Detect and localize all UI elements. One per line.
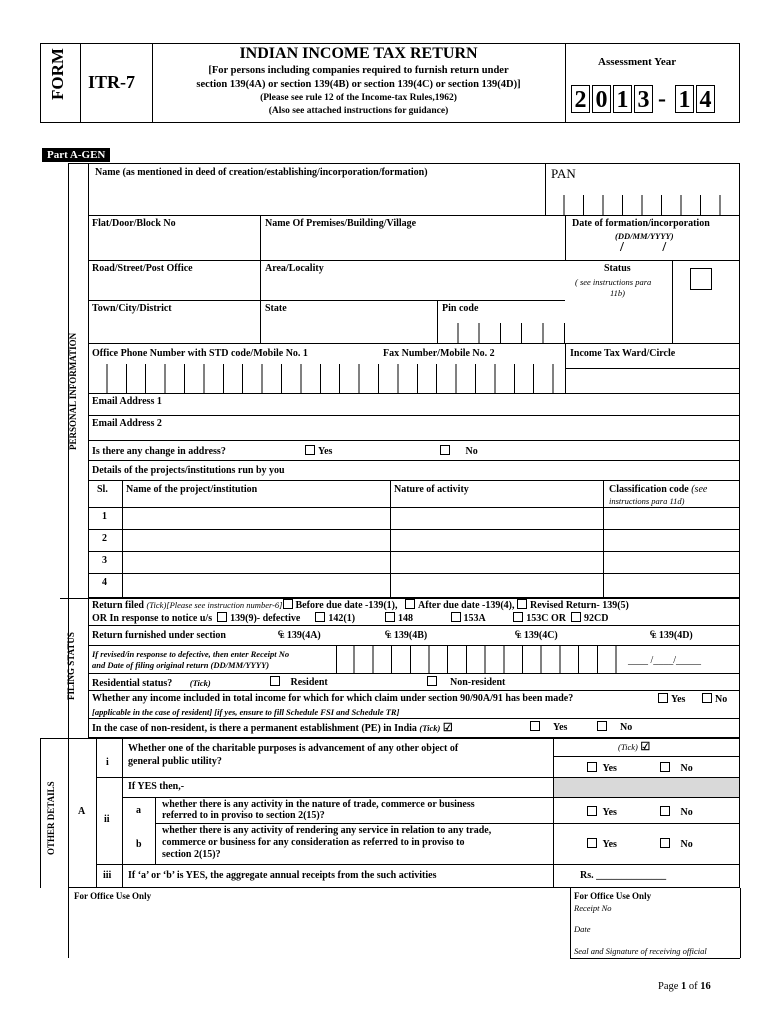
shaded-cell (554, 778, 739, 797)
revised-note-2: and Date of filing original return (DD/MM/YYYY) (92, 660, 270, 670)
page-number: Page 1 of 16 (658, 981, 711, 992)
sub-b-no[interactable]: No (660, 838, 693, 851)
item-i-label: i (106, 757, 109, 768)
pan-label: PAN (551, 166, 576, 181)
col-classification-note: instructions para 11d) (609, 496, 685, 506)
item-i-question-2: general public utility? (128, 756, 222, 767)
form-code: ITR-7 (88, 72, 136, 92)
checkbox-icon (702, 693, 712, 703)
ay-digit: 2 (571, 85, 590, 113)
col-sl: Sl. (97, 484, 108, 495)
form-subtitle-1: [For persons including companies required to furnish return under (208, 65, 509, 76)
form-word: FORM (48, 48, 67, 100)
item-i-question-1: Whether one of the charitable purposes is advancement of any other object of (128, 743, 459, 754)
table-row: 4 (102, 577, 107, 588)
sub-b-question-3: section 2(15)? (162, 849, 221, 860)
state-label: State (265, 303, 287, 314)
item-ii-label: ii (104, 814, 110, 825)
item-iii-question: If ‘a’ or ‘b’ is YES, the aggregate annual receipts from the such activities (128, 870, 437, 881)
checkbox-icon (587, 806, 597, 816)
table-row: 1 (102, 511, 107, 522)
furnished-139-4a[interactable]: ₠ 139(4A) (278, 630, 321, 641)
email2-label: Email Address 2 (92, 418, 162, 429)
status-note-2: 11b) (610, 288, 625, 298)
side-label-personal: PERSONAL INFORMATION (68, 332, 78, 450)
sub-b-yes[interactable]: Yes (587, 838, 617, 851)
checked-box-icon: ☑ (442, 722, 453, 734)
checkbox-icon[interactable] (385, 612, 395, 622)
sub-a-label: a (136, 805, 141, 816)
office-use-left: For Office Use Only (74, 891, 152, 901)
dof-label: Date of formation/incorporation (572, 218, 710, 229)
sub-b-question-1: whether there is any activity of rendering any service in relation to any trade, (162, 825, 492, 836)
income-claim-no[interactable]: No (702, 693, 727, 706)
tick-label: (Tick) ☑ (618, 741, 651, 753)
town-label: Town/City/District (92, 303, 172, 314)
return-filed-row: Return filed (Tick)[Please see instruction number-6] Before due date -139(1), After due date -139(4), Revised Return- 139(5) (92, 600, 629, 611)
col-classification: Classification code (see (609, 484, 708, 495)
if-yes-label: If YES then,- (128, 781, 185, 792)
seal-label: Seal and Signature of receiving official (574, 946, 707, 956)
table-row: 2 (102, 533, 107, 544)
pan-input[interactable] (545, 195, 740, 215)
checked-box-icon: ☑ (640, 741, 651, 753)
checkbox-icon[interactable] (217, 612, 227, 622)
income-claim-question: Whether any income included in total income for which for which claim under section 90/90A/91 has been made? (92, 693, 574, 704)
furnished-139-4d[interactable]: ₠ 139(4D) (650, 630, 693, 641)
checkbox-icon (660, 762, 670, 772)
change-address-question: Is there any change in address? (92, 446, 226, 457)
side-label-other: OTHER DETAILS (46, 781, 56, 855)
notice-row: OR In response to notice u/s 139(9)- defective 142(1) 148 153A 153C OR 92CD (92, 613, 609, 624)
checkbox-icon[interactable] (517, 599, 527, 609)
sub-a-no[interactable]: No (660, 806, 693, 819)
section-a-label: A (78, 806, 86, 817)
sub-b-label: b (136, 839, 142, 850)
item-iii-label: iii (103, 870, 112, 881)
email1-label: Email Address 1 (92, 396, 162, 407)
checkbox-icon (305, 445, 315, 455)
item-i-yes[interactable]: Yes (587, 762, 617, 775)
non-resident-option[interactable]: Non-resident (427, 676, 505, 689)
checkbox-icon (530, 721, 540, 731)
dof-input[interactable]: / / (620, 240, 667, 255)
pe-yes[interactable]: Yes (530, 721, 567, 734)
checkbox-icon (658, 693, 668, 703)
checkbox-icon[interactable] (571, 612, 581, 622)
checkbox-icon (660, 806, 670, 816)
flat-label: Flat/Door/Block No (92, 218, 176, 229)
furnished-139-4b[interactable]: ₠ 139(4B) (385, 630, 428, 641)
sub-a-question-2: referred to in proviso to section 2(15)? (162, 810, 325, 821)
ay-dash: - (658, 86, 666, 112)
checkbox-icon[interactable] (283, 599, 293, 609)
ward-label: Income Tax Ward/Circle (570, 348, 676, 359)
col-project-name: Name of the project/institution (126, 484, 258, 495)
checkbox-icon (270, 676, 280, 686)
pin-label: Pin code (442, 303, 479, 314)
income-claim-yes[interactable]: Yes (658, 693, 685, 706)
form-title: INDIAN INCOME TAX RETURN (239, 45, 478, 62)
income-claim-note: [applicable in the case of resident] [if yes, ensure to fill Schedule FSI and Schedule TR] (92, 707, 400, 717)
phone-label: Office Phone Number with STD code/Mobile No. 1 (92, 348, 308, 359)
status-note-1: ( see instructions para (575, 277, 652, 287)
name-label: Name (as mentioned in deed of creation/establishing/incorporation/formation) (95, 167, 428, 178)
checkbox-icon[interactable] (513, 612, 523, 622)
premises-label: Name Of Premises/Building/Village (265, 218, 417, 229)
ay-digit: 3 (634, 85, 653, 113)
original-filing-date[interactable]: ____ /____/_____ (628, 655, 702, 666)
receipt-no-input[interactable] (336, 645, 619, 673)
side-label-filing: FILING STATUS (66, 632, 76, 700)
table-row: 3 (102, 555, 107, 566)
dof-format: (DD/MM/YYYY) (615, 231, 674, 241)
sub-a-yes[interactable]: Yes (587, 806, 617, 819)
receipt-no-label: Receipt No (574, 903, 612, 913)
checkbox-icon (597, 721, 607, 731)
status-checkbox[interactable] (690, 268, 712, 290)
form-subtitle-4: (Also see attached instructions for guidance) (268, 106, 449, 116)
furnished-label: Return furnished under section (92, 630, 226, 641)
pin-input[interactable] (437, 323, 565, 343)
checkbox-icon[interactable] (451, 612, 461, 622)
form-subtitle-3: (Please see rule 12 of the Income-tax Rules,1962) (260, 93, 457, 103)
checkbox-icon (660, 838, 670, 848)
fax-label: Fax Number/Mobile No. 2 (383, 348, 495, 359)
item-i-no[interactable]: No (660, 762, 693, 775)
pe-no[interactable]: No (597, 721, 632, 734)
part-a-gen-label: Part A-GEN (42, 148, 110, 162)
ay-digit: 1 (613, 85, 632, 113)
revised-note-1: If revised/in response to defective, then enter Receipt No (92, 649, 290, 659)
pe-question: In the case of non-resident, is there a permanent establishment (PE) in India (Tick) ☑ (92, 722, 453, 734)
office-use-right: For Office Use Only (574, 891, 652, 901)
road-label: Road/Street/Post Office (92, 263, 193, 274)
resident-option[interactable]: Resident (270, 676, 328, 689)
furnished-139-4c[interactable]: ₠ 139(4C) (515, 630, 558, 641)
sub-b-question-2: commerce or business for any consideration as referred to in proviso to (162, 837, 465, 848)
checkbox-icon (440, 445, 450, 455)
checkbox-icon (587, 838, 597, 848)
sub-a-question-1: whether there is any activity in the nature of trade, commerce or business (162, 799, 475, 810)
form-subtitle-2: section 139(4A) or section 139(4B) or section 139(4C) or section 139(4D)] (196, 79, 521, 90)
receipts-amount[interactable]: Rs. ______________ (580, 870, 667, 881)
date-label: Date (574, 924, 591, 934)
checkbox-icon[interactable] (405, 599, 415, 609)
assessment-year-label: Assessment Year (598, 56, 677, 68)
ay-digit: 0 (592, 85, 611, 113)
status-label: Status (604, 263, 631, 274)
change-yes[interactable]: Yes (305, 445, 332, 458)
projects-label: Details of the projects/institutions run by you (92, 465, 285, 476)
checkbox-icon (587, 762, 597, 772)
residential-label: Residential status? (Tick) (92, 678, 211, 689)
ay-digit: 4 (696, 85, 715, 113)
col-nature: Nature of activity (394, 484, 469, 495)
change-no[interactable]: No (440, 445, 478, 458)
area-label: Area/Locality (265, 263, 324, 274)
ay-digit: 1 (675, 85, 694, 113)
checkbox-icon (427, 676, 437, 686)
phone-input[interactable] (88, 364, 565, 393)
checkbox-icon[interactable] (315, 612, 325, 622)
